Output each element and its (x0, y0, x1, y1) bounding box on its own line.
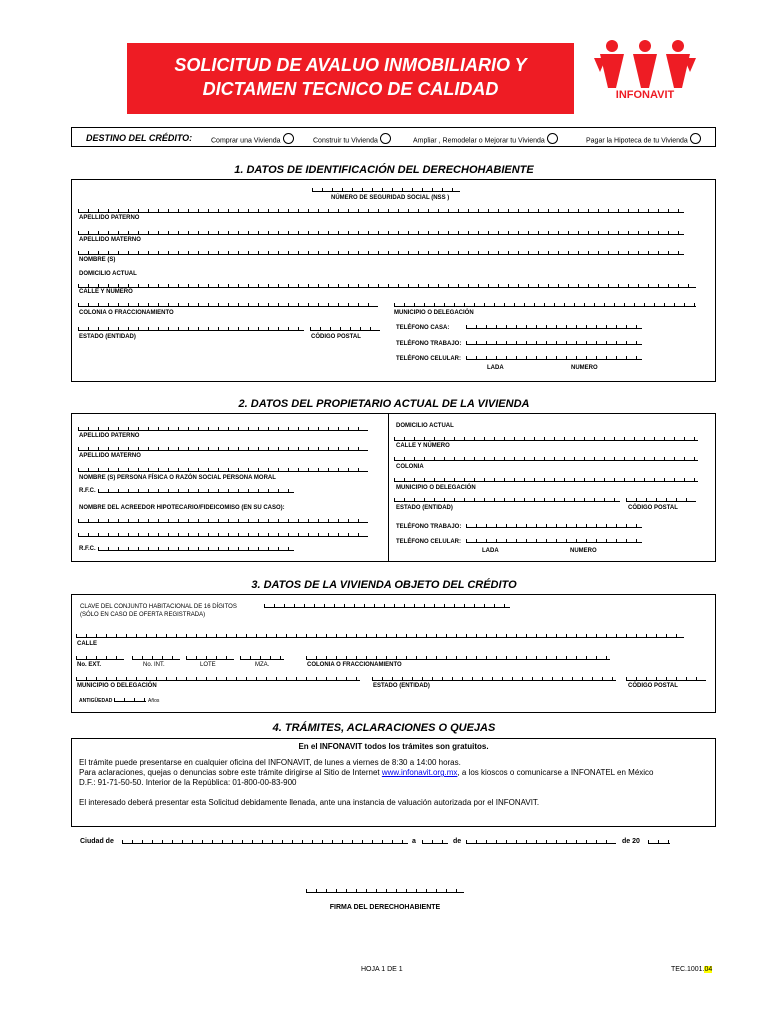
prop-tel-celular-field[interactable] (466, 539, 642, 543)
option-ampliar-label: Ampliar , Remodelar o Mejorar tu Vivienda (413, 137, 545, 145)
radio-construir[interactable] (380, 133, 391, 144)
prop-tel-trabajo-field[interactable] (466, 524, 642, 528)
colonia-vivienda-field[interactable] (306, 656, 610, 660)
section4-p2b: , a los kioscos o comunicarse a INFONATEL en México (457, 768, 654, 777)
domicilio-label: DOMICILIO ACTUAL (79, 271, 137, 277)
lote-field[interactable] (186, 656, 234, 660)
acreedor-rfc-label: R.F.C. (79, 546, 96, 552)
infonavit-link[interactable]: www.infonavit.org.mx (381, 768, 458, 777)
colonia-label: COLONIA O FRACCIONAMIENTO (79, 310, 174, 316)
cp-label: CÓDIGO POSTAL (311, 334, 361, 340)
prop-nombre-field[interactable] (78, 468, 368, 472)
section2-divider (388, 413, 389, 562)
prop-colonia-label: COLONIA (396, 464, 424, 470)
municipio-label: MUNICIPIO O DELEGACIÓN (394, 310, 474, 316)
tel-trabajo-field[interactable] (466, 341, 642, 345)
municipio-vivienda-label: MUNICIPIO O DELEGACIÓN (77, 683, 157, 689)
colonia-vivienda-label: COLONIA O FRACCIONAMIENTO (307, 662, 402, 668)
prop-calle-label: CALLE Y NÚMERO (396, 443, 450, 449)
section4-p3: D.F.: 91-71-50-50. Interior de la República: 01-800-00-83-900 (79, 778, 297, 787)
apellido-materno-field[interactable] (78, 231, 684, 235)
estado-vivienda-field[interactable] (372, 677, 616, 681)
calle-numero-field[interactable] (78, 284, 696, 288)
option-construir-label: Construir tu Vivienda (313, 137, 378, 145)
page-number: HOJA 1 DE 1 (361, 966, 403, 973)
colonia-field[interactable] (78, 303, 378, 307)
calle-vivienda-field[interactable] (76, 634, 684, 638)
prop-apellido-materno-label: APELLIDO MATERNO (79, 453, 141, 459)
no-int-label: No. INT. (143, 662, 165, 668)
prop-rfc-label: R.F.C. (79, 488, 96, 494)
antiguedad-label: ANTIGÜEDAD (79, 698, 113, 704)
prop-municipio-label: MUNICIPIO O DELEGACIÓN (396, 485, 476, 491)
prop-nombre-label: NOMBRE (S) PERSONA FÍSICA O RAZÓN SOCIAL PERSONA MORAL (79, 475, 276, 481)
option-pagar[interactable] (586, 135, 701, 146)
de20-label: de 20 (622, 838, 640, 845)
apellido-materno-label: APELLIDO MATERNO (79, 237, 141, 243)
anio-field[interactable] (648, 840, 670, 844)
prop-cp-field[interactable] (626, 498, 696, 502)
firma-field[interactable] (306, 889, 464, 893)
prop-cp-label: CÓDIGO POSTAL (628, 505, 678, 511)
clave-label-line2: (SÓLO EN CASO DE OFERTA REGISTRADA) (80, 612, 206, 618)
cp-field[interactable] (310, 327, 380, 331)
no-ext-field[interactable] (76, 656, 124, 660)
no-int-field[interactable] (132, 656, 180, 660)
a-label: a (412, 838, 416, 845)
acreedor-label: NOMBRE DEL ACREEDOR HIPOTECARIO/FIDEICOMISO (EN SU CASO): (79, 505, 285, 511)
prop-domicilio-label: DOMICILIO ACTUAL (396, 423, 454, 429)
option-construir[interactable] (313, 135, 391, 146)
cp-vivienda-label: CÓDIGO POSTAL (628, 683, 678, 689)
numero-label: NUMERO (571, 365, 598, 371)
prop-colonia-field[interactable] (394, 457, 698, 461)
prop-lada-label: LADA (482, 548, 499, 554)
section4-heading: En el INFONAVIT todos los trámites son gratuitos. (298, 742, 489, 751)
option-comprar-label: Comprar una Vivienda (211, 137, 281, 145)
option-pagar-label: Pagar la Hipoteca de tu Vivienda (586, 137, 688, 145)
estado-label: ESTADO (ENTIDAD) (79, 334, 136, 340)
prop-rfc-field[interactable] (98, 489, 294, 493)
calle-numero-label: CALLE Y NÚMERO (79, 289, 133, 295)
section4-p2a: Para aclaraciones, quejas o denuncias sobre este trámite dirigirse al Sitio de Internet (79, 768, 382, 777)
acreedor-rfc-field[interactable] (98, 547, 294, 551)
mza-field[interactable] (240, 656, 284, 660)
antiguedad-field[interactable] (114, 698, 146, 702)
ciudad-field[interactable] (122, 840, 408, 844)
radio-comprar[interactable] (283, 133, 294, 144)
tel-celular-field[interactable] (466, 356, 642, 360)
section4-p2 (79, 768, 654, 777)
section4-p4: El interesado deberá presentar esta Solicitud debidamente llenada, ante una instancia de valuación autorizada por el INFONAVIT. (79, 798, 540, 807)
form-code (671, 966, 712, 973)
prop-apellido-paterno-field[interactable] (78, 427, 368, 431)
destino-credito-row (71, 127, 716, 147)
prop-municipio-field[interactable] (394, 478, 698, 482)
form-code-prefix: TEC.1001. (671, 966, 705, 973)
option-ampliar[interactable] (413, 135, 558, 146)
prop-tel-celular-label: TELÉFONO CELULAR: (396, 539, 461, 545)
mza-label: MZA. (255, 662, 270, 668)
municipio-field[interactable] (394, 303, 696, 307)
section4-p1: El trámite puede presentarse en cualquier oficina del INFONAVIT, de lunes a viernes de 8:30 a 14:00 horas. (79, 758, 461, 767)
section3-title: 3. DATOS DE LA VIVIENDA OBJETO DEL CRÉDITO (251, 579, 517, 591)
logo-text: INFONAVIT (615, 89, 675, 101)
prop-apellido-paterno-label: APELLIDO PATERNO (79, 433, 140, 439)
calle-vivienda-label: CALLE (77, 641, 97, 647)
prop-estado-label: ESTADO (ENTIDAD) (396, 505, 453, 511)
form-code-version: 04 (704, 966, 713, 973)
cp-vivienda-field[interactable] (626, 677, 706, 681)
mes-field[interactable] (466, 840, 616, 844)
acreedor-field-1[interactable] (78, 519, 368, 523)
prop-estado-field[interactable] (394, 498, 620, 502)
ciudad-label: Ciudad de (80, 838, 114, 845)
no-ext-label: No. EXT. (77, 662, 102, 668)
radio-ampliar[interactable] (547, 133, 558, 144)
prop-calle-field[interactable] (394, 437, 698, 441)
nss-label: NÚMERO DE SEGURIDAD SOCIAL (NSS ) (331, 195, 450, 201)
estado-field[interactable] (78, 327, 304, 331)
firma-label: FIRMA DEL DERECHOHABIENTE (329, 904, 441, 911)
clave-label-line1: CLAVE DEL CONJUNTO HABITACIONAL DE 16 DÍGITOS (80, 604, 237, 610)
apellido-paterno-label: APELLIDO PATERNO (79, 215, 140, 221)
nombre-field[interactable] (78, 251, 684, 255)
form-title-line2: DICTAMEN TECNICO DE CALIDAD (202, 79, 499, 99)
form-title-banner (127, 43, 574, 114)
option-comprar[interactable] (211, 135, 294, 146)
acreedor-field-2[interactable] (78, 533, 368, 537)
prop-tel-trabajo-label: TELÉFONO TRABAJO: (396, 524, 462, 530)
section1-title: 1. DATOS DE IDENTIFICACIÓN DEL DERECHOHABIENTE (234, 164, 534, 176)
lote-label: LOTE (200, 662, 216, 668)
municipio-vivienda-field[interactable] (76, 677, 360, 681)
clave-field[interactable] (264, 604, 510, 608)
de-label: de (453, 838, 462, 845)
anos-label: Años (148, 698, 160, 704)
lada-label: LADA (487, 365, 504, 371)
nombre-label: NOMBRE (S) (79, 257, 116, 263)
tel-casa-field[interactable] (466, 325, 642, 329)
radio-pagar[interactable] (690, 133, 701, 144)
tel-trabajo-label: TELÉFONO TRABAJO: (396, 341, 462, 347)
prop-numero-label: NUMERO (570, 548, 597, 554)
destino-label: DESTINO DEL CRÉDITO: (86, 133, 193, 143)
prop-apellido-materno-field[interactable] (78, 447, 368, 451)
section2-title: 2. DATOS DEL PROPIETARIO ACTUAL DE LA VIVIENDA (238, 398, 530, 410)
form-title-line1: SOLICITUD DE AVALUO INMOBILIARIO Y (174, 55, 527, 75)
apellido-paterno-field[interactable] (78, 209, 684, 213)
estado-vivienda-label: ESTADO (ENTIDAD) (373, 683, 430, 689)
nss-field[interactable] (312, 188, 460, 192)
tel-casa-label: TELÉFONO CASA: (396, 325, 450, 331)
dia-field[interactable] (422, 840, 448, 844)
tel-celular-label: TELÉFONO CELULAR: (396, 356, 461, 362)
section4-title: 4. TRÁMITES, ACLARACIONES O QUEJAS (272, 722, 496, 734)
